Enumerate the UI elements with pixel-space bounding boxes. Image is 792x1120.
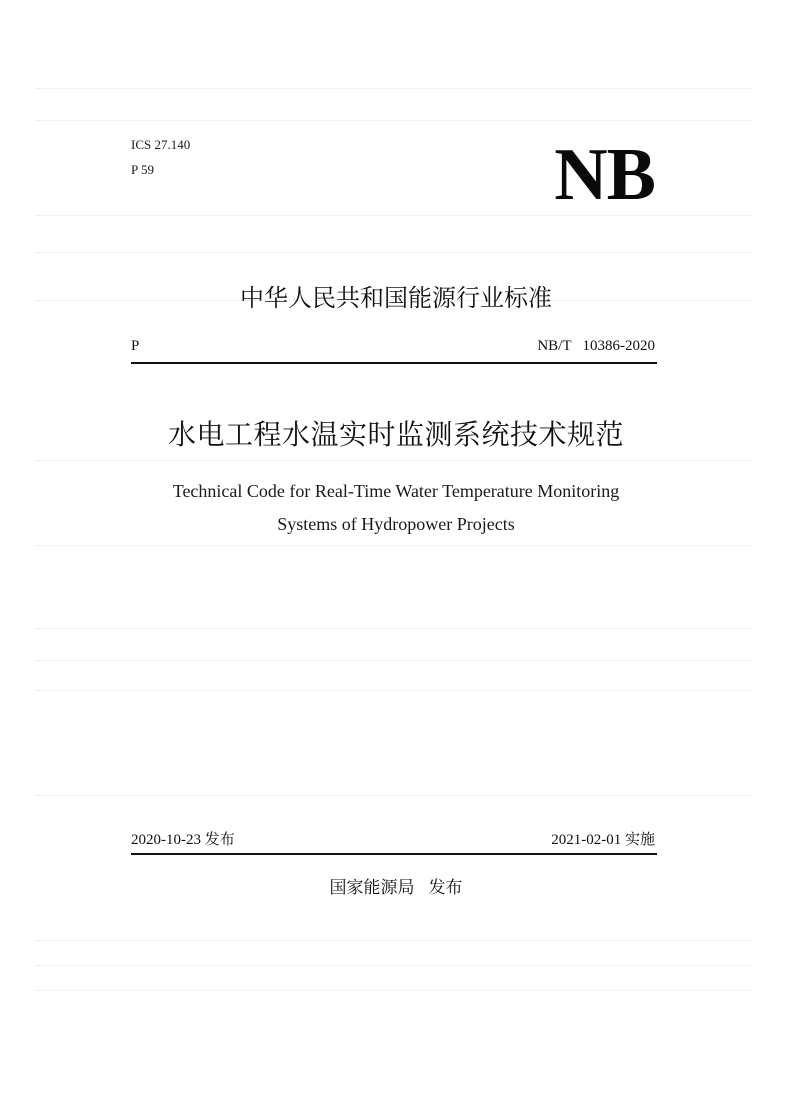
scan-noise	[36, 965, 752, 967]
issue-date-block	[131, 828, 235, 849]
issue-label: 发布	[204, 830, 235, 848]
industry-standard-title: 中华人民共和国能源行业标准	[240, 284, 552, 312]
bottom-divider	[131, 853, 657, 855]
scan-noise	[36, 545, 752, 547]
scan-noise	[36, 990, 752, 992]
scan-noise	[36, 690, 752, 692]
scan-noise	[36, 460, 752, 462]
scan-noise	[36, 252, 752, 254]
ics-code: ICS 27.140	[131, 137, 191, 152]
implementation-date-block	[551, 828, 655, 849]
implementation-date: 2021-02-01	[551, 832, 622, 848]
scan-noise	[36, 940, 752, 942]
issuer-line	[0, 873, 792, 898]
scan-noise	[36, 628, 752, 630]
scan-noise	[36, 660, 752, 662]
issuer-action: 发布	[428, 878, 463, 898]
scan-noise	[36, 795, 752, 797]
scan-noise	[36, 88, 752, 90]
issuer-name: 国家能源局	[329, 878, 415, 898]
issue-date: 2020-10-23	[131, 832, 201, 848]
english-title-line-2: Systems of Hydropower Projects	[277, 514, 515, 534]
implementation-label: 实施	[624, 830, 655, 848]
scan-noise	[36, 120, 752, 122]
chinese-title: 水电工程水温实时监测系统技术规范	[167, 418, 624, 451]
ccs-code: P 59	[131, 162, 154, 177]
top-divider	[131, 362, 657, 364]
nb-logo: NB	[554, 134, 655, 216]
english-title-line-1: Technical Code for Real-Time Water Temperature Monitoring	[172, 481, 620, 501]
standard-number: NB/T 10386-2020	[537, 338, 655, 354]
classification-letter: P	[131, 338, 140, 354]
